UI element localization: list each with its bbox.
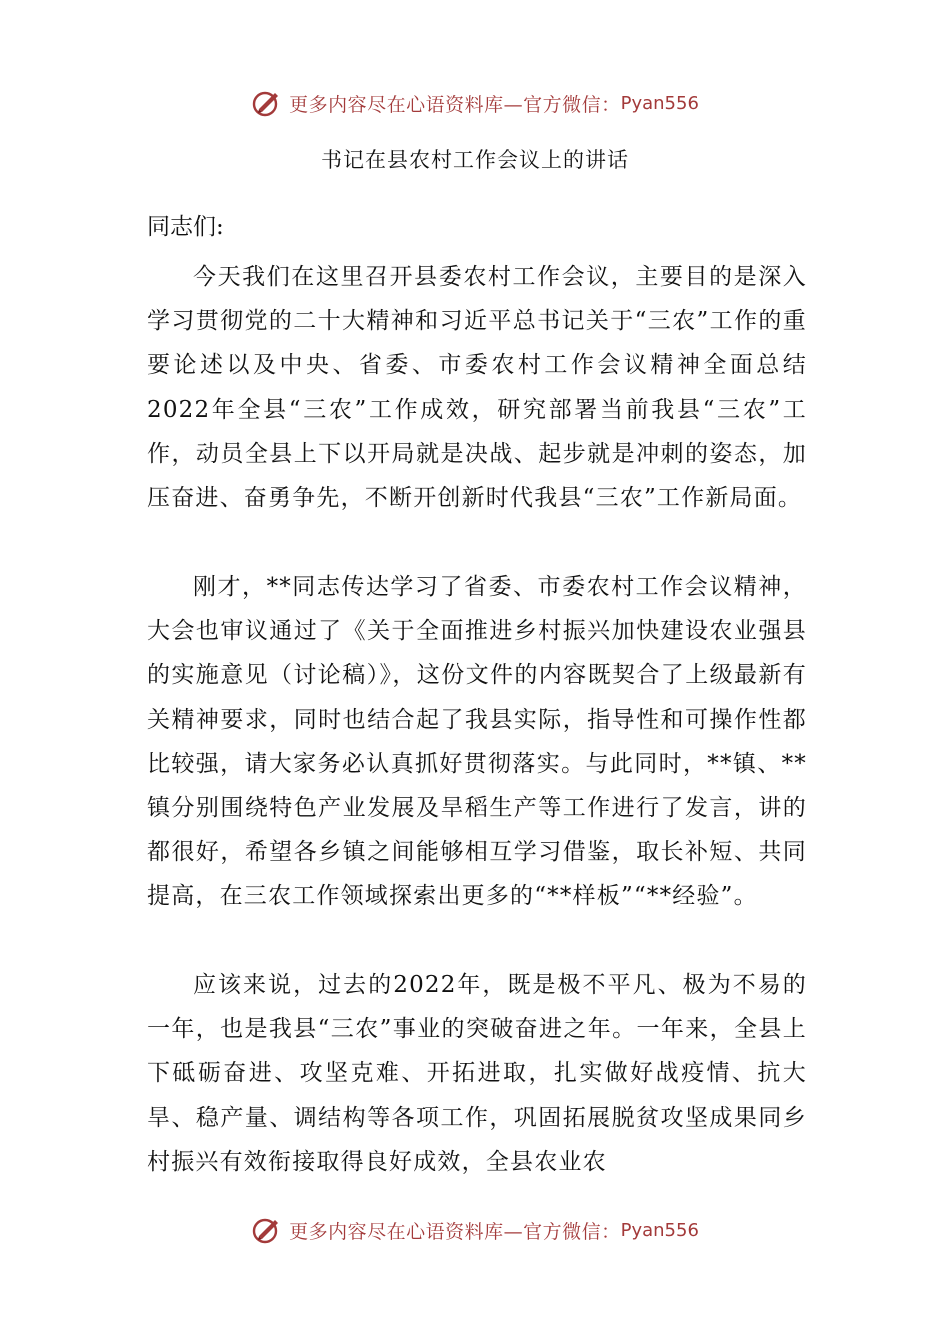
watermark-banner-bottom (0, 1213, 950, 1247)
watermark-site-text: 更多内容尽在心语资料库—官方微信： (289, 1220, 621, 1243)
body-paragraph-2: 刚才，**同志传达学习了省委、市委农村工作会议精神，大会也审议通过了《关于全面推进乡村振兴加快建设农业强县的实施意见（讨论稿）》，这份文件的内容既契合了上级最新有关精神要求，同时也结合起了我县实际，指导性和可操作性都比较强，请大家务必认真抓好贯彻落实。与此同时，**镇、**镇分别围绕特色产业发展及旱稻生产等工作进行了发言，讲的都很好，希望各乡镇之间能够相互学习借鉴，取长补短、共同提高，在三农工作领域探索出更多的“**样板”“**经验”。 (147, 574, 807, 910)
body-paragraph-1: 今天我们在这里召开县委农村工作会议，主要目的是深入学习贯彻党的二十大精神和习近平总书记关于“三农”工作的重要论述以及中央、省委、市委农村工作会议精神全面总结2022年全县“三农”工作成效，研究部署当前我县“三农”工作，动员全县上下以开局就是决战、起步就是冲刺的姿态，加压奋进、奋勇争先，不断开创新时代我县“三农”工作新局面。 (147, 264, 807, 512)
pen-circle-logo-icon (251, 87, 283, 119)
pen-circle-logo-icon (251, 1214, 283, 1246)
watermark-wechat-id: Pyan556 (620, 92, 699, 114)
watermark-wechat-id: Pyan556 (620, 1219, 699, 1241)
watermark-site-text: 更多内容尽在心语资料库—官方微信： (289, 93, 621, 116)
page-title: 书记在县农村工作会议上的讲话 (321, 148, 629, 172)
body-paragraph-3: 应该来说，过去的2022年，既是极不平凡、极为不易的一年，也是我县“三农”事业的突破奋进之年。一年来，全县上下砥砺奋进、攻坚克难、开拓进取，扎实做好战疫情、抗大旱、稳产量、调结构等各项工作，巩固拓展脱贫攻坚成果同乡村振兴有效衔接取得良好成效，全县农业农 (147, 972, 807, 1175)
salutation: 同志们: (147, 214, 224, 240)
watermark-banner-top (0, 86, 950, 120)
